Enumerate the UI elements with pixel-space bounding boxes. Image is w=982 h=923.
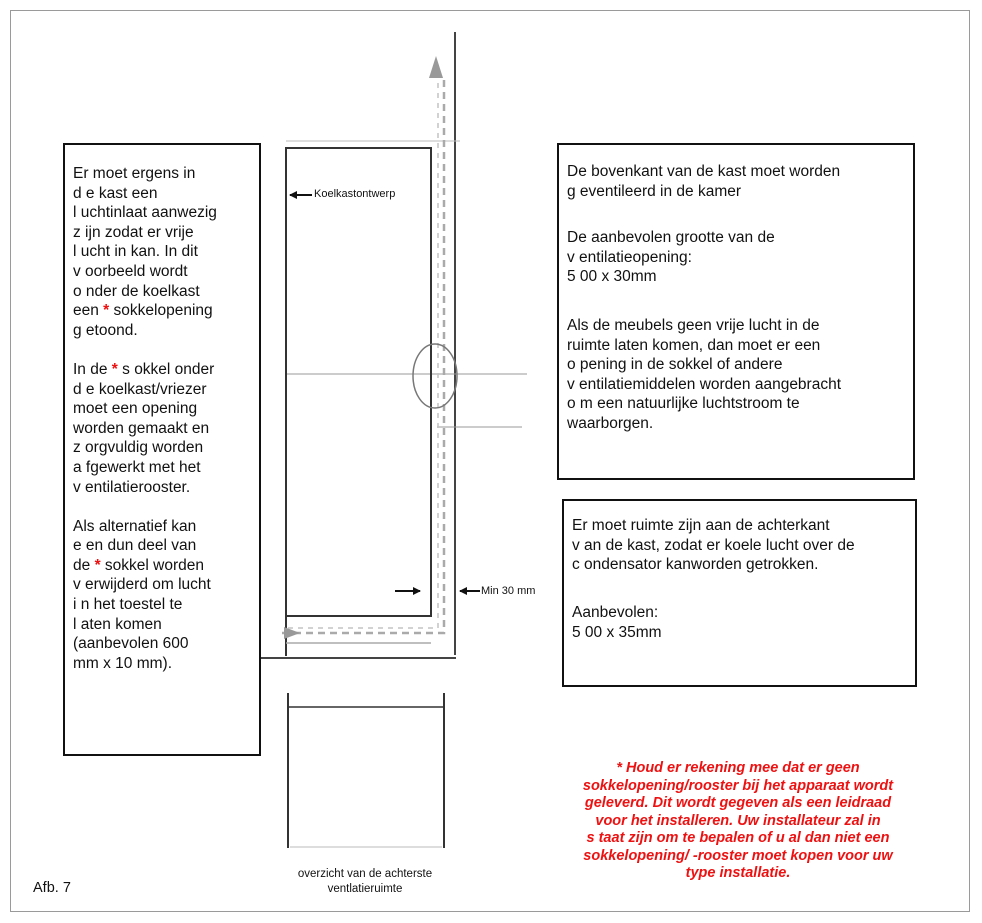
label-min-30mm: Min 30 mm bbox=[481, 585, 536, 597]
figure-label: Afb. 7 bbox=[33, 880, 71, 896]
mid-right-info-box bbox=[562, 499, 917, 687]
fridge-cabinet bbox=[286, 148, 431, 616]
left-info-text: Er moet ergens in d e kast een l uchtinlaat aanwezig z ijn zodat er vrije l ucht in kan. In dit v oorbeeld wordt o nder de koelkast een * sokkelopening g etoond. In de * s okkel onder d e koelkast/vriezer moet een opening worden gemaakt en z orgvuldig worden a fgewerkt met het v entilatierooster. Als alternatief kan e en dun deel van de * sokkel worden v erwijderd om lucht i n het toestel te l aten komen (aanbevolen 600 mm x 10 mm). bbox=[73, 165, 217, 672]
top-vent-para3: Als de meubels geen vrije lucht in de ruimte laten komen, dan moet er een o pening in de sokkel of andere v entilatiemiddelen worden aangebracht o m een natuurlijke luchtstroom te waarborgen. bbox=[567, 317, 842, 432]
plinth-warning: * Houd er rekening mee dat er geen sokkelopening/rooster bij het apparaat wordt geleverd. Dit wordt gegeven als een leidraad voor het installeren. Uw installateur zal in s taat zijn om te bepalen of u al dan niet een sokkelopening/ -rooster moet kopen voor uw type installatie. bbox=[582, 760, 894, 881]
rear-space-para2: Aanbevolen: 5 00 x 35mm bbox=[572, 604, 662, 641]
top-vent-para2: De aanbevolen grootte van de v entilatieopening: 5 00 x 30mm bbox=[567, 229, 775, 286]
top-vent-para1: De bovenkant van de kast moet worden g eventileerd in de kamer bbox=[567, 163, 841, 200]
left-info-box bbox=[63, 143, 261, 756]
airflow-path bbox=[282, 80, 444, 633]
vent-ellipse bbox=[413, 344, 457, 408]
top-right-info-box bbox=[557, 143, 915, 480]
airflow-arrow-up bbox=[429, 56, 443, 78]
overview-caption: overzicht van de achterste ventlatieruimte bbox=[297, 868, 433, 895]
rear-space-para1: Er moet ruimte zijn aan de achterkant v an de kast, zodat er koele lucht over de c ondensator kanworden getrokken. bbox=[572, 517, 855, 574]
label-koelkastontwerp: Koelkastontwerp bbox=[314, 188, 396, 200]
airflow-arrow-in bbox=[284, 627, 300, 639]
